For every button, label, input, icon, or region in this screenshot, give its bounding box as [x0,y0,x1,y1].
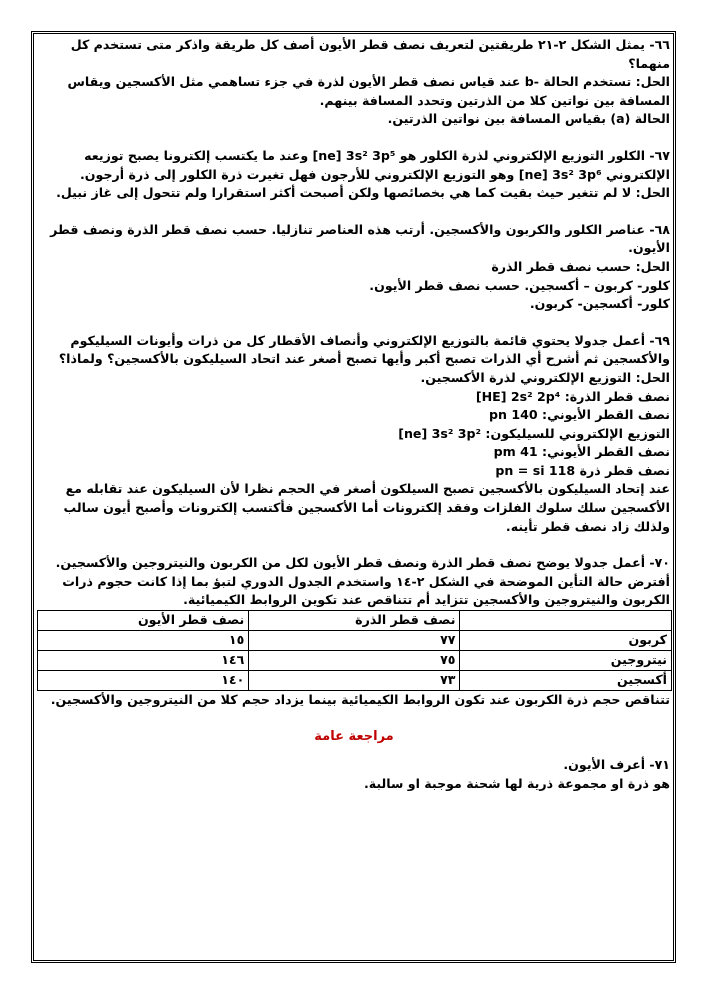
chlorine-configuration: [ne] 3s² 3p⁵ [312,147,396,163]
table-cell: ١٤٠ [38,671,249,691]
table-cell: ١٥ [38,631,249,651]
table-header-row [38,611,672,631]
question-69 [38,332,670,537]
document-page [38,36,670,956]
question-71 [38,756,670,793]
table-cell: ٧٥ [249,651,460,671]
question-68 [38,221,670,314]
table-row [38,651,672,671]
table-header-cell: نصف قطر الأيون [38,611,249,631]
oxygen-configuration: [HE] 2s² 2p⁴ [475,388,561,404]
question-text: ٦٧- الكلور التوزيع الإلكتروني لذرة الكلور هو [ne] 3s² 3p⁵ وعند ما يكتسب إلكترونا يصبح توزيعه الإلكتروني [ne] 3s² 3p⁶ وهو التوزيع الإلكتروني للأرجون فهل تغيرت ذرة الكلور إلى ذرة أرجون. [80,147,670,182]
question-66 [38,36,670,129]
question-text: ٦٦- يمثل الشكل ٢-٢١ طريقتين لتعريف نصف قطر الأيون أصف كل طريقة واذكر متى تستخدم كل منهما؟ [70,37,670,71]
silicon-configuration: [ne] 3s² 3p² [398,425,482,441]
answer-text: عند إتحاد السيليكون بالأكسجين تصبح السيلكون أصغر في الحجم نظرا لأن السيليكون عند تقابله مع الأكسجين سلك سلوك الفلزات وفقد إلكترونات أما الأكسجين فأكتسب إلكترونات وأصبح أيون سالب ولذلك زاد نصف قطر تأينه. [63,481,670,534]
answer-text: الحل: حسب نصف قطر الذرة [491,258,670,274]
question-text: ٧٠- أعمل جدولا يوضح نصف قطر الذرة ونصف قطر الأيون لكل من الكربون والنيتروجين والأكسجين. أفترض حالة التأين الموضحة في الشكل ٢-١٤ واستخدم الجدول الدوري لتبؤ بما إذا كانت حجوم ذرات الكربون والنيتروجين والأكسجين تتزايد أم تتناقص عند تكوين الروابط الكيميائية. [55,555,670,608]
question-67 [38,147,670,203]
answer-text: الحل: تستخدم الحالة -b عند قياس نصف قطر الأيون لذرة في جزء تساهمي مثل الأكسجين ويقاس المسافة بين نواتين كلا من الذرتين وتحدد المسافة بينهم. [67,74,670,108]
table-header-cell: نصف قطر الذرة [249,611,460,631]
table-cell: ١٤٦ [38,651,249,671]
answer-text: التوزيع الإلكتروني للسيليكون: [ne] 3s² 3p² [398,425,670,441]
table-cell: ٧٧ [249,631,460,651]
table-row [38,671,672,691]
answer-text: الحل: لا لم تتغير حيث بقيت كما هي بخصائصها ولكن أصبحت أكثر استقرارا ولم تتحول إلى غاز نبيل. [56,185,670,201]
answer-text: نصف قطر ذرة 118 pn = si [495,462,670,478]
table-cell: ٧٣ [249,671,460,691]
table-cell: أكسجين [460,671,672,691]
radius-table [37,610,672,691]
answer-text: تتناقص حجم ذرة الكربون عند تكون الروابط الكيميائية بينما يزداد حجم كلا من النيتروجين والأكسجين. [50,692,670,708]
question-70 [38,554,670,709]
question-text: ٦٩- أعمل جدولا يحتوي قائمة بالتوزيع الإلكتروني وأنصاف الأقطار كل من ذرات وأيونات السيليكوم والأكسجين ثم أشرح أي الذرات تصبح أكبر وأيها تصبح أصغر عند اتحاد السيليكون بالأكسجين؟ ولماذا؟ [58,332,670,367]
table-header-cell [460,611,672,631]
answer-text: هو ذرة او مجموعة ذرية لها شحنة موجبة او سالبة. [363,775,670,791]
answer-text: الحل: التوزيع الإلكتروني لذرة الأكسجين. [420,369,670,385]
chloride-configuration: [ne] 3s² 3p⁶ [518,166,602,182]
answer-text: كلور- أكسجين- كربون. [529,296,670,312]
question-text: ٧١- أعرف الأيون. [563,757,670,773]
answer-text: نصف القطر الأيوني: 140 pn [489,407,670,423]
answer-text: نصف القطر الأيوني: 41 pm [493,444,670,460]
table-row [38,631,672,651]
question-text: ٦٨- عناصر الكلور والكربون والأكسجين. أرتب هذه العناصر تنازليا. حسب نصف قطر الذرة ونصف قطر الأيون. [50,221,670,256]
table-cell: نيتروجين [460,651,672,671]
answer-text: نصف قطر الذرة: [HE] 2s² 2p⁴ [475,388,670,404]
table-cell: كربون [460,631,672,651]
section-heading: مراجعة عامة [314,728,394,744]
answer-text: الحالة (a) بقياس المسافة بين نواتين الذرتين. [387,111,670,127]
answer-text: كلور- كربون – أكسجين. حسب نصف قطر الأيون. [369,277,670,293]
